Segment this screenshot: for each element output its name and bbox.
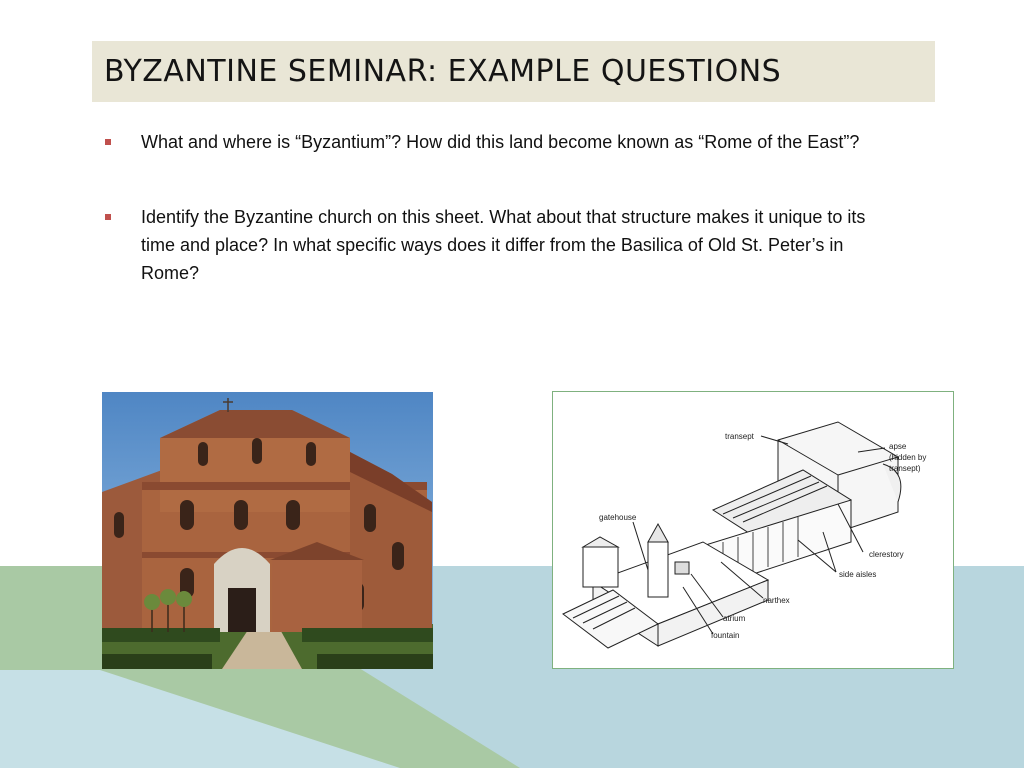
basilica-diagram-drawing <box>553 392 953 668</box>
bullet-text: Identify the Byzantine church on this sheet. What about that structure makes it unique to its time and place? In what specific ways does it differ from the Basilica of Old St. Peter’s in Rome? <box>141 207 866 283</box>
bullet-list <box>100 128 900 287</box>
label-hidden-by: (hidden by <box>889 453 927 462</box>
bullet-item <box>100 203 900 287</box>
label-side-aisles: side aisles <box>839 570 877 579</box>
label-apse: apse <box>889 442 907 451</box>
label-clerestory: clerestory <box>869 550 904 559</box>
church-photo-image <box>102 392 433 669</box>
label-atrium: atrium <box>723 614 746 623</box>
label-gatehouse: gatehouse <box>599 513 637 522</box>
title-bar <box>92 41 935 102</box>
church-photo <box>102 392 433 669</box>
label-fountain: fountain <box>711 631 740 640</box>
basilica-diagram <box>552 391 954 669</box>
bullet-marker-icon <box>105 214 111 220</box>
label-transept: transept <box>725 432 754 441</box>
label-narthex: narthex <box>763 596 790 605</box>
bullet-text: What and where is “Byzantium”? How did this land become known as “Rome of the East”? <box>141 132 860 152</box>
slide-title: BYZANTINE SEMINAR: EXAMPLE QUESTIONS <box>104 54 782 89</box>
bullet-marker-icon <box>105 139 111 145</box>
bullet-item <box>100 128 900 156</box>
label-transept-paren: transept) <box>889 464 921 473</box>
